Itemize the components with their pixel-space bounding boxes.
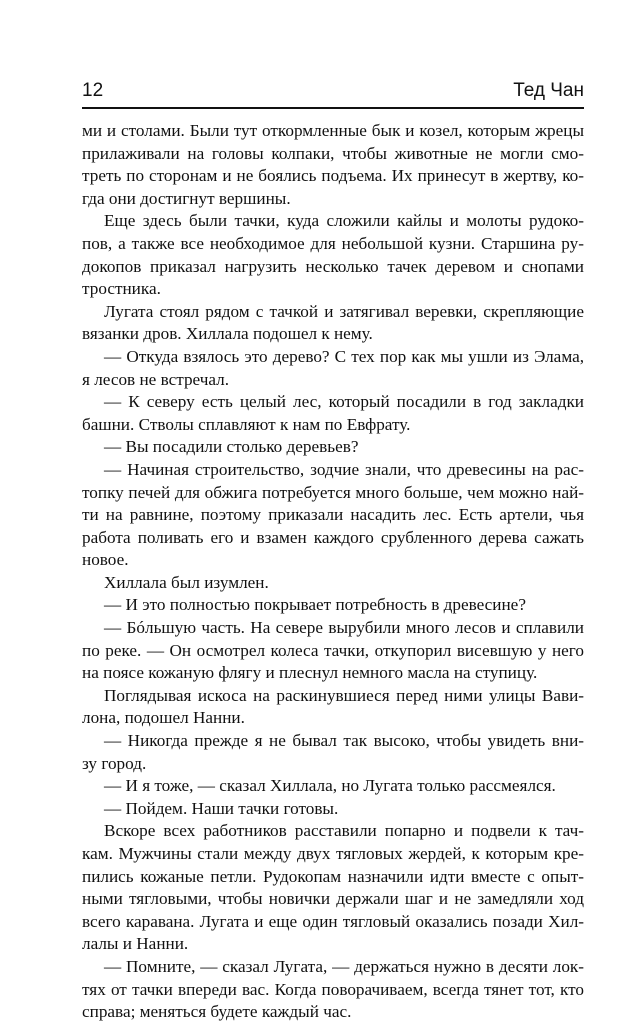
text-line: — И я тоже, — сказал Хиллала, но Лугата только рассмеялся. bbox=[104, 776, 556, 796]
text-line: Поглядывая искоса на раскинувшиеся перед ними улицы Вави- bbox=[104, 685, 584, 705]
paragraph bbox=[82, 594, 584, 617]
text-line: ми и столами. Были тут откормленные бык и козел, которым жрецы bbox=[82, 121, 584, 140]
text-line: — К северу есть целый лес, который посадили в год закладки bbox=[104, 392, 584, 412]
text-line: кам. Мужчины стали между двух тягловых жердей, к которым кре- bbox=[82, 844, 584, 863]
paragraph bbox=[82, 436, 584, 459]
text-line: прилаживали на головы колпаки, чтобы животные не могли смо- bbox=[82, 143, 584, 163]
paragraph bbox=[82, 301, 584, 346]
text-line: — Бóльшую часть. На севере вырубили много лесов и сплавили bbox=[104, 618, 584, 638]
text-line: ными тягловыми, чтобы новички держали шаг и не замедляли ход bbox=[82, 889, 584, 909]
paragraph bbox=[82, 820, 584, 956]
text-line: — Пойдем. Наши тачки готовы. bbox=[104, 798, 339, 818]
page-number: 12 bbox=[82, 80, 104, 101]
text-line: гда они достигнут вершины. bbox=[82, 188, 291, 208]
page-header bbox=[82, 80, 584, 106]
text-line: Лугата стоял рядом с тачкой и затягивал веревки, скрепляющие bbox=[104, 301, 584, 321]
text-line: тях от тачки впереди вас. Когда поворачиваем, всегда тянет тот, кто bbox=[82, 979, 584, 999]
text-line: новое. bbox=[82, 550, 129, 570]
paragraph bbox=[82, 120, 584, 210]
text-line: я лесов не встречал. bbox=[82, 369, 230, 389]
paragraph bbox=[82, 572, 584, 595]
text-line: пов, а также все необходимое для небольшой кузни. Старшина ру- bbox=[82, 233, 584, 253]
text-line: работа поливать его и взамен каждого срубленного дерева сажать bbox=[82, 527, 584, 547]
text-line: справа; меняться будете каждый час. bbox=[82, 1002, 352, 1022]
text-line: — Начиная строительство, зодчие знали, что древесины на рас- bbox=[104, 459, 584, 479]
text-line: ти на равнине, поэтому приказали насадить лес. Есть артели, чья bbox=[82, 505, 584, 525]
paragraph bbox=[82, 775, 584, 798]
text-line: на поясе кожаную флягу и плеснул немного масла на ступицу. bbox=[82, 663, 538, 683]
text-line: треть по сторонам и не боялись подъема. Их принесут в жертву, ко- bbox=[82, 166, 584, 186]
text-line: — Откуда взялось это дерево? С тех пор как мы ушли из Элама, bbox=[104, 346, 584, 366]
paragraph bbox=[82, 685, 584, 730]
paragraph bbox=[82, 730, 584, 775]
text-line: лона, подошел Нанни. bbox=[82, 708, 245, 728]
text-line: зу город. bbox=[82, 753, 147, 773]
body-text bbox=[82, 120, 584, 1024]
text-line: башни. Стволы сплавляют к нам по Евфрату. bbox=[82, 414, 411, 434]
paragraph bbox=[82, 798, 584, 821]
text-line: по реке. — Он осмотрел колеса тачки, откупорил висевшую у него bbox=[82, 640, 584, 660]
paragraph bbox=[82, 346, 584, 391]
paragraph bbox=[82, 210, 584, 300]
text-line: — Вы посадили столько деревьев? bbox=[104, 437, 359, 457]
text-line: пились кожаные петли. Рудокопам назначили идти вместе с опыт- bbox=[82, 866, 584, 886]
text-line: Хиллала был изумлен. bbox=[104, 572, 269, 592]
text-line: вязанки дров. Хиллала подошел к нему. bbox=[82, 324, 373, 344]
header-rule bbox=[82, 107, 584, 109]
running-head-author: Тед Чан bbox=[513, 80, 584, 101]
paragraph bbox=[82, 956, 584, 1024]
text-line: Еще здесь были тачки, куда сложили кайлы и молоты рудоко- bbox=[104, 211, 584, 231]
text-line: докопов приказал нагрузить несколько тачек деревом и снопами bbox=[82, 256, 584, 276]
text-line: — И это полностью покрывает потребность в древесине? bbox=[104, 595, 526, 615]
paragraph bbox=[82, 617, 584, 685]
text-line: тростника. bbox=[82, 279, 161, 299]
paragraph bbox=[82, 459, 584, 572]
text-line: топку печей для обжига потребуется много больше, чем можно най- bbox=[82, 482, 584, 502]
text-line: Вскоре всех работников расставили попарно и подвели к тач- bbox=[104, 821, 584, 841]
text-line: — Никогда прежде я не бывал так высоко, чтобы увидеть вни- bbox=[104, 731, 584, 751]
text-line: лалы и Нанни. bbox=[82, 934, 189, 954]
paragraph bbox=[82, 391, 584, 436]
text-line: всего каравана. Лугата и еще один тягловый оказались позади Хил- bbox=[82, 911, 584, 931]
text-line: — Помните, — сказал Лугата, — держаться нужно в десяти лок- bbox=[104, 956, 584, 976]
